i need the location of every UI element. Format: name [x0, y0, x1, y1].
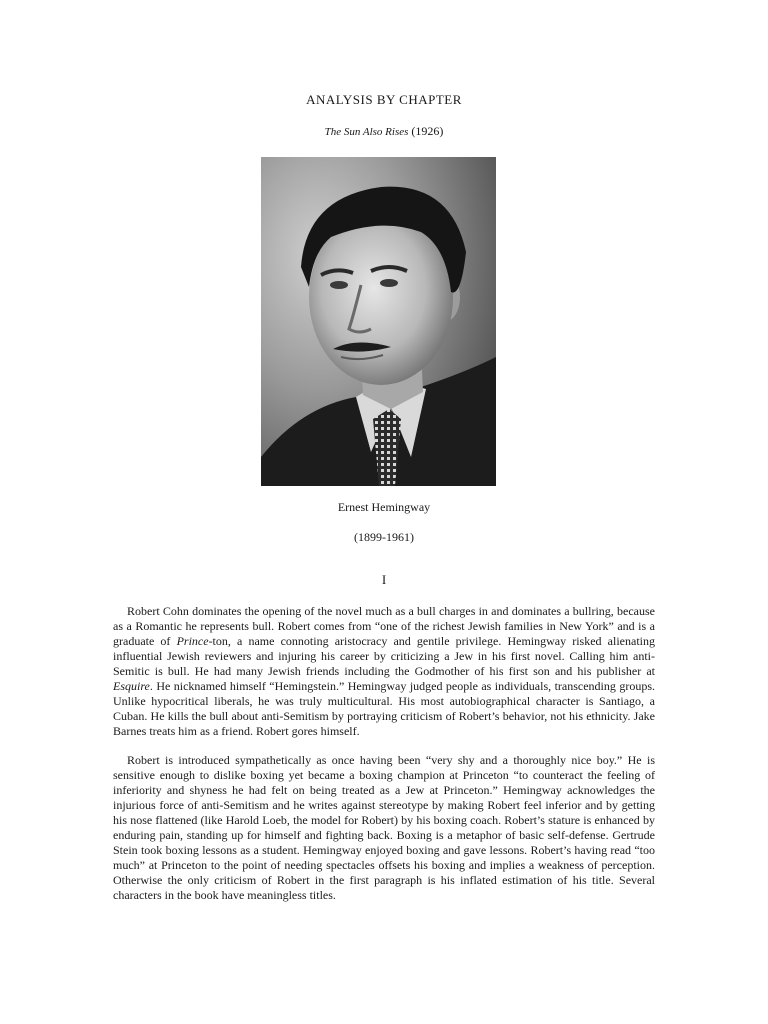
paragraph-1-prince: Prince — [176, 634, 209, 648]
document-heading: ANALYSIS BY CHAPTER — [306, 92, 462, 107]
author-portrait — [261, 157, 496, 486]
book-year: (1926) — [408, 124, 444, 138]
portrait-caption-dates: (1899-1961) — [354, 530, 414, 544]
portrait-photo-icon — [261, 157, 496, 486]
paragraph-1-part-2: -ton, a name connoting aristocracy and gentile privilege. Hemingway risked alienating influential Jewish reviewers and injuring his career by criticizing a Jew in his first novel. Calling him anti-Semitic is bull. He had many Jewish friends including the Godmother of his first son and his publisher at — [113, 634, 655, 678]
book-title: The Sun Also Rises — [324, 126, 409, 138]
chapter-number: I — [381, 572, 387, 587]
portrait-caption-name: Ernest Hemingway — [337, 500, 431, 514]
paragraph-2: Robert is introduced sympathetically as once having been “very shy and a thoroughly nice boy.” He is sensitive enough to dislike boxing yet became a boxing champion at Princeton “to counteract the feeling of inferiority and shyness he had felt on being treated as a Jew at Princeton.” Hemingway acknowledges the injurious force of anti-Semitism and he writes against stereotype by making Robert feel inferior and by getting his nose flattened (like Harold Loeb, the model for Robert) by his boxing coach. Robert’s stature is enhanced by enduring pain, standing up for himself and fighting back. Boxing is a metaphor of basic self-defense. Gertrude Stein took boxing lessons as a student. Hemingway enjoyed boxing and gave lessons. Robert’s having read “too much” at Princeton to the point of needing spectacles offsets his boxing and implies a weakness of perception. Otherwise the only criticism of Robert in the first paragraph is his inflated estimation of his title. Several characters in the book have meaningless titles. — [113, 753, 655, 902]
paragraph-1 — [113, 604, 655, 739]
book-subtitle — [0, 124, 768, 139]
paragraph-1-part-3: . He nicknamed himself “Hemingstein.” Hemingway judged people as individuals, transcending groups. Unlike hypocritical liberals, he was truly multicultural. His most autobiographical character is Santiago, a Cuban. He kills the bull about anti-Semitism by portraying criticism of Robert’s behavior, not his ethnicity. Jake Barnes treats him as a friend. Robert gores himself. — [113, 679, 655, 738]
paragraph-1-esquire: Esquire — [113, 679, 150, 693]
paragraph-1-part-1: Robert Cohn dominates the opening of the novel much as a bull charges in and dominates a bullring, because as a Romantic he represents bull. Robert comes from “one of the richest Jewish families in New York” and is a graduate of — [113, 604, 655, 648]
